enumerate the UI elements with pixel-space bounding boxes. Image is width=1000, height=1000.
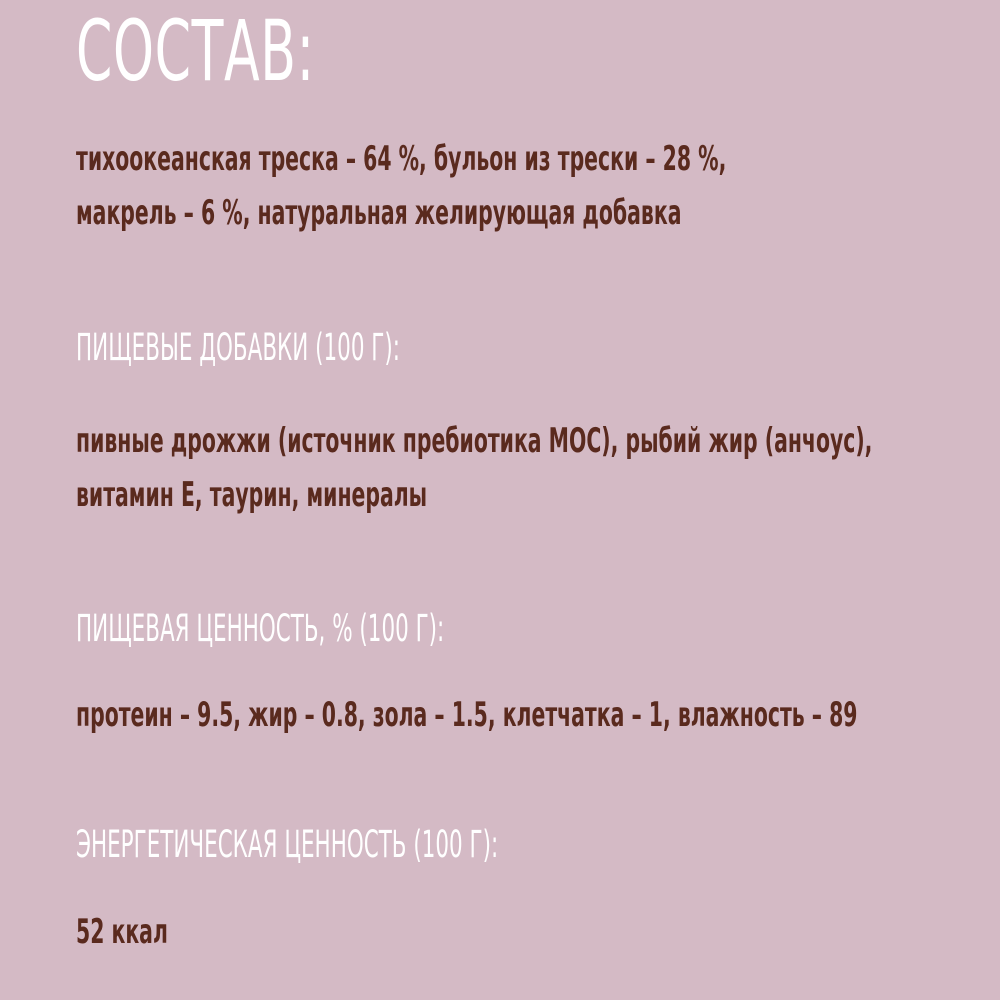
composition-line-1: тихоокеанская треска – 64 %, бульон из трески – 28 %, [76, 139, 727, 179]
additives-line-1: пивные дрожжи (источник пребиотика МОС), рыбий жир (анчоус), [76, 421, 873, 461]
additives-heading: ПИЩЕВЫЕ ДОБАВКИ (100 Г): [76, 326, 401, 369]
additives-line-2: витамин Е, таурин, минералы [76, 475, 428, 515]
nutrition-heading: ПИЩЕВАЯ ЦЕННОСТЬ, % (100 Г): [76, 607, 445, 650]
additives-text [76, 414, 872, 522]
nutrition-text: протеин – 9.5, жир – 0.8, зола – 1.5, клетчатка – 1, влажность – 89 [76, 695, 858, 735]
page-title: СОСТАВ: [76, 2, 315, 100]
energy-heading: ЭНЕРГЕТИЧЕСКАЯ ЦЕННОСТЬ (100 Г): [76, 823, 499, 866]
composition-line-2: макрель – 6 %, натуральная желирующая добавка [76, 193, 682, 233]
composition-text [76, 132, 726, 240]
energy-text: 52 ккал [76, 912, 168, 952]
